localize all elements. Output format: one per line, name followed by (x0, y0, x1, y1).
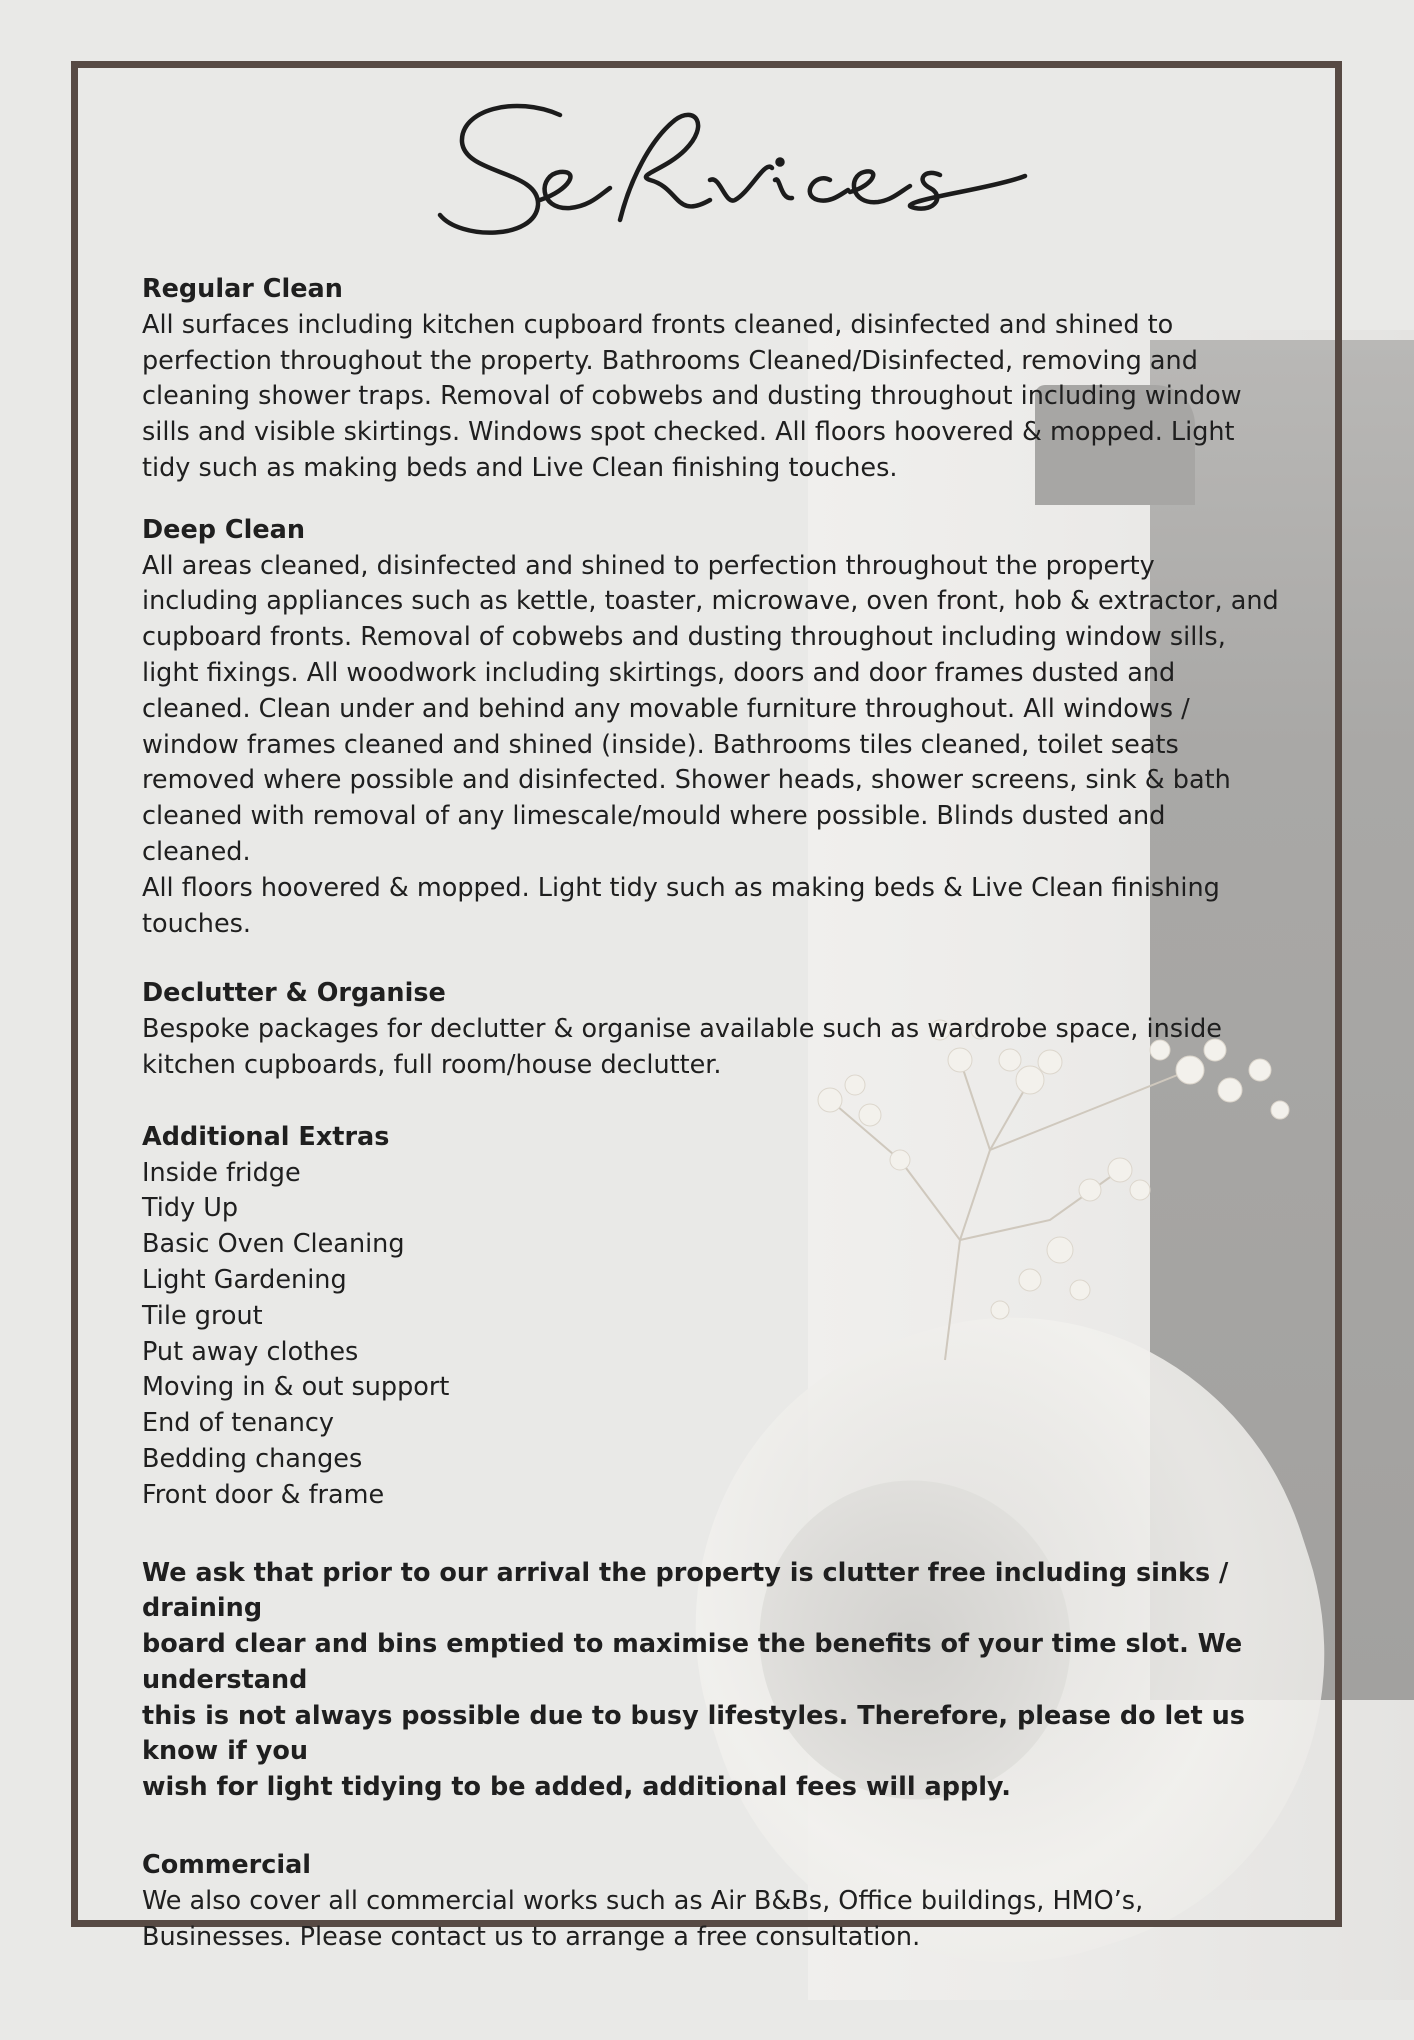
body-line: cleaned. Clean under and behind any movable furniture throughout. All windows / (142, 693, 1190, 724)
body-line: tidy such as making beds and Live Clean finishing touches. (142, 452, 898, 483)
spacer (142, 487, 1282, 513)
regular-clean-section (142, 272, 1282, 487)
note-line: wish for light tidying to be added, additional fees will apply. (142, 1772, 1011, 1803)
section-heading: Commercial (142, 1850, 312, 1881)
list-item: Inside fridge (142, 1157, 301, 1188)
spacer (142, 942, 1282, 976)
section-heading: Regular Clean (142, 274, 343, 304)
list-item: End of tenancy (142, 1408, 334, 1439)
commercial-section (142, 1848, 1282, 1955)
section-heading: Declutter & Organise (142, 978, 446, 1009)
spacer (142, 1806, 1282, 1848)
list-item: Front door & frame (142, 1479, 385, 1510)
list-item: Bedding changes (142, 1443, 363, 1474)
body-line: touches. (142, 908, 252, 939)
declutter-section (142, 976, 1282, 1083)
body-line: All areas cleaned, disinfected and shined to perfection throughout the property (142, 550, 1155, 581)
body-line: sills and visible skirtings. Windows spot checked. All floors hoovered & mopped. Light (142, 417, 1235, 448)
additional-extras-section (142, 1120, 1282, 1514)
note-line: We ask that prior to our arrival the property is clutter free including sinks / draining (142, 1557, 1229, 1624)
services-content (142, 272, 1282, 1955)
body-line: We also cover all commercial works such as Air B&Bs, Office buildings, HMO’s, (142, 1885, 1144, 1916)
body-line: cleaned with removal of any limescale/mould where possible. Blinds dusted and cleaned. (142, 801, 1166, 867)
list-item: Tidy Up (142, 1193, 239, 1224)
body-line: perfection throughout the property. Bathrooms Cleaned/Disinfected, removing and (142, 345, 1198, 376)
note-line: this is not always possible due to busy lifestyles. Therefore, please do let us know if you (142, 1700, 1245, 1767)
section-heading: Additional Extras (142, 1121, 390, 1152)
extras-list (142, 1156, 1282, 1514)
body-line: All floors hoovered & mopped. Light tidy such as making beds & Live Clean finishing (142, 872, 1220, 903)
title-script-lettering (420, 80, 1040, 250)
spacer (142, 1084, 1282, 1120)
title-script (420, 80, 1040, 250)
list-item: Tile grout (142, 1300, 263, 1331)
section-heading: Deep Clean (142, 514, 305, 545)
list-item: Put away clothes (142, 1336, 359, 1367)
note-line: board clear and bins emptied to maximise the benefits of your time slot. We understand (142, 1629, 1243, 1695)
body-line: light fixings. All woodwork including skirtings, doors and door frames dusted and (142, 657, 1176, 688)
body-line: including appliances such as kettle, toaster, microwave, oven front, hob & extractor, and (142, 586, 1279, 617)
body-line: Businesses. Please contact us to arrange a free consultation. (142, 1921, 921, 1952)
body-line: kitchen cupboards, full room/house declutter. (142, 1049, 722, 1080)
body-line: cupboard fronts. Removal of cobwebs and dusting throughout including window sills, (142, 622, 1226, 653)
spacer (142, 1514, 1282, 1556)
body-line: window frames cleaned and shined (inside). Bathrooms tiles cleaned, toilet seats (142, 729, 1179, 760)
list-item: Light Gardening (142, 1264, 347, 1295)
body-line: All surfaces including kitchen cupboard fronts cleaned, disinfected and shined to (142, 309, 1174, 340)
body-line: removed where possible and disinfected. Shower heads, shower screens, sink & bath (142, 765, 1231, 796)
body-line: Bespoke packages for declutter & organise available such as wardrobe space, inside (142, 1014, 1222, 1045)
list-item: Basic Oven Cleaning (142, 1229, 405, 1260)
body-line: cleaning shower traps. Removal of cobwebs and dusting throughout including window (142, 381, 1242, 412)
arrival-note (142, 1556, 1282, 1807)
deep-clean-section (142, 513, 1282, 943)
list-item: Moving in & out support (142, 1372, 450, 1403)
